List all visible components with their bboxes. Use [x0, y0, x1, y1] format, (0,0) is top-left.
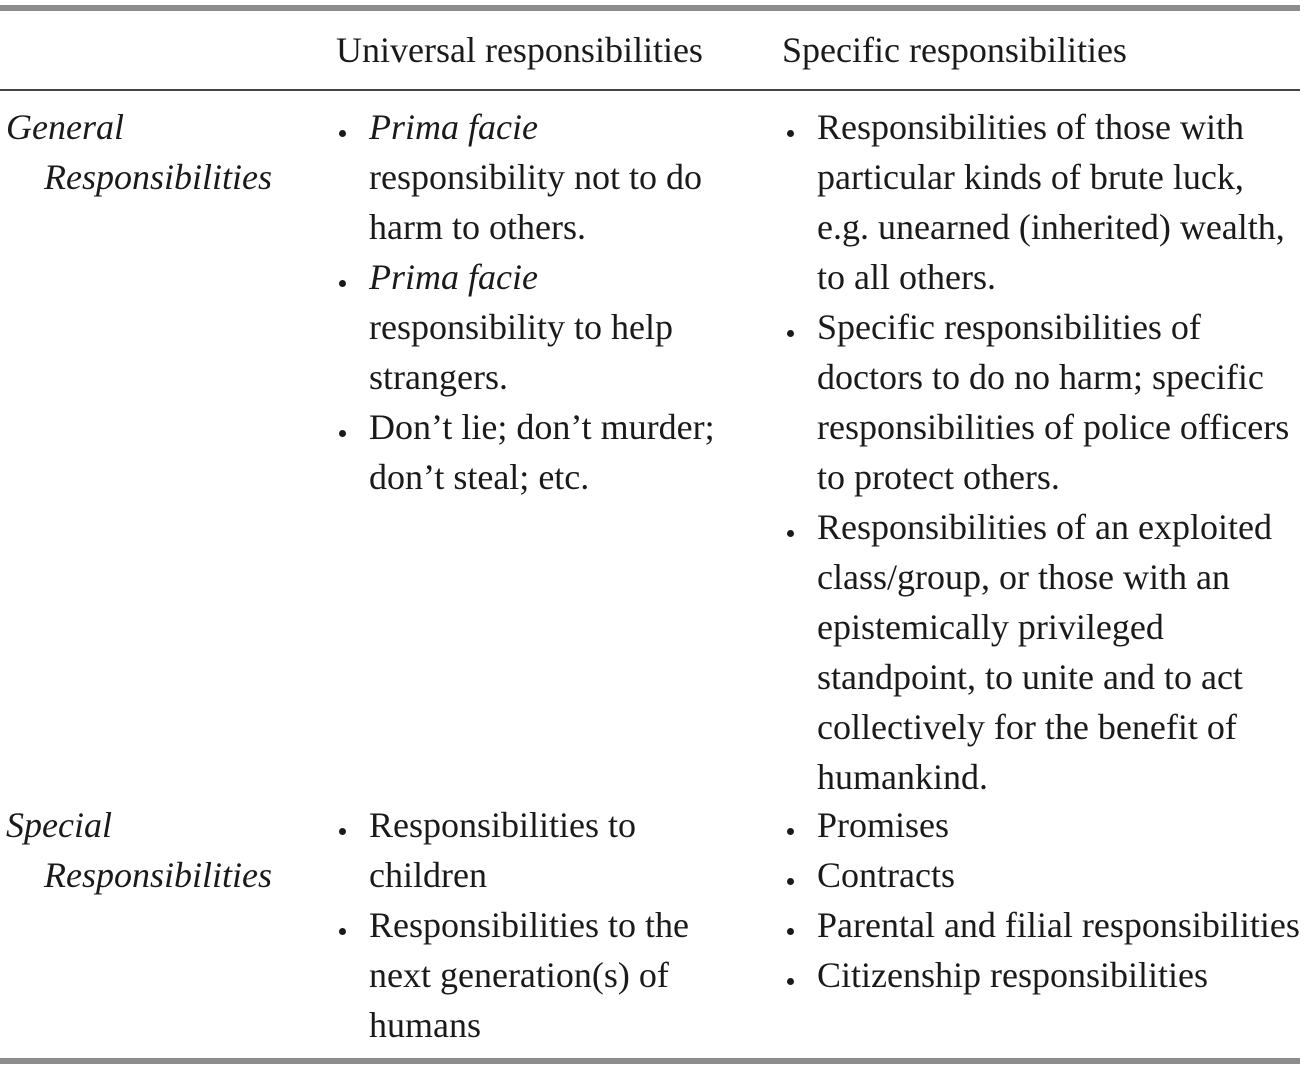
header-rule — [0, 89, 1300, 91]
list-item-text: responsibility not to do harm to others. — [369, 157, 702, 247]
row-label-general — [6, 102, 306, 202]
list-item-text: responsibility to help strangers. — [369, 307, 673, 397]
list-item: Responsibilities of those with particular kinds of brute luck, e.g. unearned (inherited) wealth, to all others. — [784, 102, 1304, 302]
column-header-specific: Specific responsibilities — [782, 30, 1127, 70]
row-label-line1: Special — [6, 805, 112, 845]
list-item: Responsibilities of an exploited class/group, or those with an epistemically privileged standpoint, to unite and to act collectively for the benefit of humankind. — [784, 502, 1304, 802]
list-item: Parental and filial responsibilities — [784, 900, 1304, 950]
list-item — [336, 402, 756, 502]
row-label-line2: Responsibilities — [44, 855, 272, 895]
special-specific-cell — [784, 800, 1304, 1000]
special-universal-list — [336, 800, 756, 1050]
general-universal-cell — [336, 102, 756, 502]
row-label-special — [6, 800, 306, 900]
table-bottom-rule — [0, 1058, 1300, 1064]
special-universal-cell — [336, 800, 756, 1050]
list-item-text: Don’t lie; don’t murder; don’t steal; etc. — [369, 407, 715, 497]
list-item: Citizenship responsibilities — [784, 950, 1304, 1000]
row-label-line1: General — [6, 107, 124, 147]
table-top-rule — [0, 5, 1300, 11]
list-item-italic: Prima facie — [369, 257, 538, 297]
list-item: Responsibilities to children — [336, 800, 756, 900]
general-specific-cell — [784, 102, 1304, 802]
list-item: Contracts — [784, 850, 1304, 900]
column-header-universal: Universal responsibilities — [336, 30, 703, 70]
special-specific-list — [784, 800, 1304, 1000]
list-item: Responsibilities to the next generation(s) of humans — [336, 900, 756, 1050]
general-universal-list — [336, 102, 756, 502]
list-item — [336, 252, 756, 402]
row-label-line2: Responsibilities — [44, 157, 272, 197]
list-item-italic: Prima facie — [369, 107, 538, 147]
list-item — [336, 102, 756, 252]
list-item: Specific responsibilities of doctors to do no harm; specific responsibilities of police officers to protect others. — [784, 302, 1304, 502]
list-item: Promises — [784, 800, 1304, 850]
general-specific-list — [784, 102, 1304, 802]
